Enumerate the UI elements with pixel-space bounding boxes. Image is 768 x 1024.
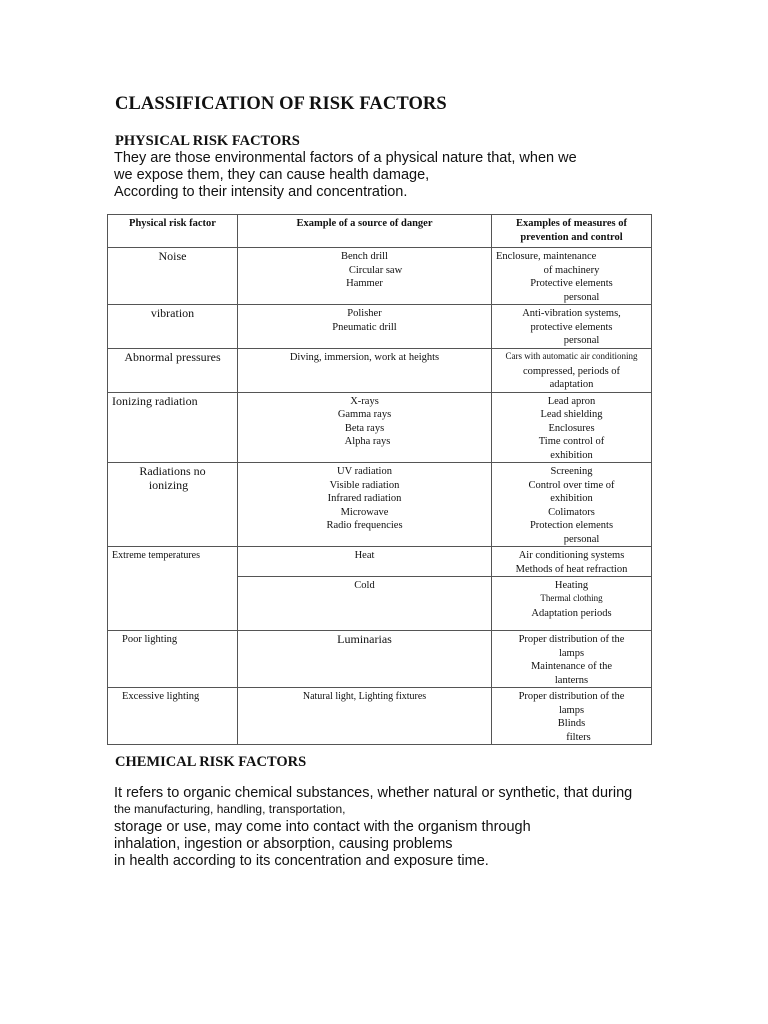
chemical-text-line-3: storage or use, may come into contact with the organism through [114,819,531,835]
factor-label: Excessive lighting [122,691,200,702]
measure-item: exhibition [550,449,593,461]
measure-item: Screening [550,466,593,477]
measure-item: Control over time of [528,479,615,491]
measure-item: lanterns [554,674,589,686]
source-item: Luminarias [337,632,392,646]
measure-item: Air conditioning systems [518,550,625,561]
measure-item: Adaptation periods [531,607,612,619]
factor-label: Ionizing radiation [112,393,198,408]
cell-measures [492,688,652,745]
source-item: Circular saw [348,264,403,276]
source-item: Bench drill [341,251,388,262]
cell-measures [492,577,652,631]
factor-label: Radiations no [139,464,206,478]
chemical-text-line-2: the manufacturing, handling, transportation, [114,802,346,816]
cell-source [238,688,492,745]
measure-item: Lead shielding [540,409,603,420]
cell-factor [108,547,238,631]
source-item: Beta rays [344,422,385,434]
source-item: Pneumatic drill [332,321,397,333]
table-row [108,463,652,547]
cell-measures [492,392,652,463]
cell-factor [108,248,238,305]
physical-risk-table [107,214,652,745]
cell-factor [108,463,238,547]
table-row [108,688,652,745]
measure-item: exhibition [550,493,593,504]
page-title: CLASSIFICATION OF RISK FACTORS [115,94,447,114]
chemical-text-line-4: inhalation, ingestion or absorption, causing problems [114,836,453,852]
source-item: Natural light, Lighting fixtures [302,691,427,702]
measure-item: Anti-vibration systems, [522,308,621,319]
cell-source [238,463,492,547]
table-header-row [108,215,652,248]
measure-item: Time control of [538,436,605,447]
measure-item: Protection elements [529,520,614,531]
source-item: Infrared radiation [327,493,402,504]
chemical-text-line-1: It refers to organic chemical substances, whether natural or synthetic, that during [114,785,633,801]
table-row [108,348,652,392]
factor-label: Poor lighting [122,634,178,645]
measure-item: of machinery [543,264,600,276]
measure-item: Enclosures [548,422,595,434]
cell-measures [492,248,652,305]
cell-factor [108,688,238,745]
measure-item: Proper distribution of the [518,691,625,702]
cell-measures [492,305,652,349]
measure-item: filters [566,731,591,743]
source-item: Radio frequencies [326,520,403,531]
table-row [108,392,652,463]
measure-item: Cars with automatic air conditioning [505,350,638,361]
cell-source [238,631,492,688]
source-item: Visible radiation [329,479,400,491]
cell-factor [108,392,238,463]
measure-item: compressed, periods of [522,365,621,377]
source-item: Polisher [347,308,382,319]
measure-item: Colimators [548,506,595,518]
measure-item: adaptation [549,379,594,390]
factor-label: Extreme temperatures [112,550,201,561]
source-item: Alpha rays [344,436,391,447]
table-row [108,305,652,349]
header-measures: Examples of measures of prevention and control [492,215,652,248]
measure-item: Heating [554,580,589,591]
chemical-text-line-5: in health according to its concentration and exposure time. [114,853,489,869]
source-item: UV radiation [337,466,392,477]
cell-source [238,547,492,577]
cell-measures [492,631,652,688]
cell-factor [108,305,238,349]
measure-item: personal [563,533,600,545]
cell-source [238,248,492,305]
measure-item: lamps [558,647,585,659]
header-factor: Physical risk factor [108,215,238,248]
source-item: Hammer [346,278,383,289]
source-item: Diving, immersion, work at heights [289,351,440,363]
measure-item: personal [563,335,600,346]
cell-measures [492,547,652,577]
measure-item: personal [563,291,600,303]
measure-item: lamps [558,704,585,716]
cell-source [238,392,492,463]
cell-measures [492,348,652,392]
cell-measures [492,463,652,547]
factor-label: vibration [150,306,195,320]
header-source: Example of a source of danger [238,215,492,248]
cell-factor [108,348,238,392]
source-item: Microwave [340,506,389,518]
table-row [108,248,652,305]
source-item: X-rays [350,395,379,407]
cell-source [238,305,492,349]
cell-source [238,577,492,631]
measure-item: Methods of heat refraction [515,563,628,575]
table-row [108,631,652,688]
factor-label: ionizing [148,477,189,492]
physical-text-line-2: we expose them, they can cause health damage, [114,167,430,183]
physical-text-line-1: They are those environmental factors of a physical nature that, when we [114,150,577,166]
factor-label: Abnormal pressures [124,349,221,364]
measure-item: Thermal clothing [540,592,603,603]
physical-heading: PHYSICAL RISK FACTORS [115,133,300,149]
source-item: Heat [354,550,375,561]
measure-item: Lead apron [547,395,596,407]
measure-item: Proper distribution of the [518,634,625,645]
measure-item: protective elements [530,321,613,333]
cell-factor [108,631,238,688]
source-item: Cold [354,580,375,591]
source-item: Gamma rays [337,409,392,420]
measure-item: Blinds [557,718,586,729]
factor-label: Noise [158,249,187,263]
chemical-heading: CHEMICAL RISK FACTORS [115,754,307,770]
measure-item: Protective elements [530,278,613,289]
measure-item: Enclosure, maintenance [496,251,597,262]
cell-source [238,348,492,392]
physical-text-line-3: According to their intensity and concentration. [114,184,408,200]
measure-item: Maintenance of the [530,661,613,672]
table-row [108,547,652,577]
